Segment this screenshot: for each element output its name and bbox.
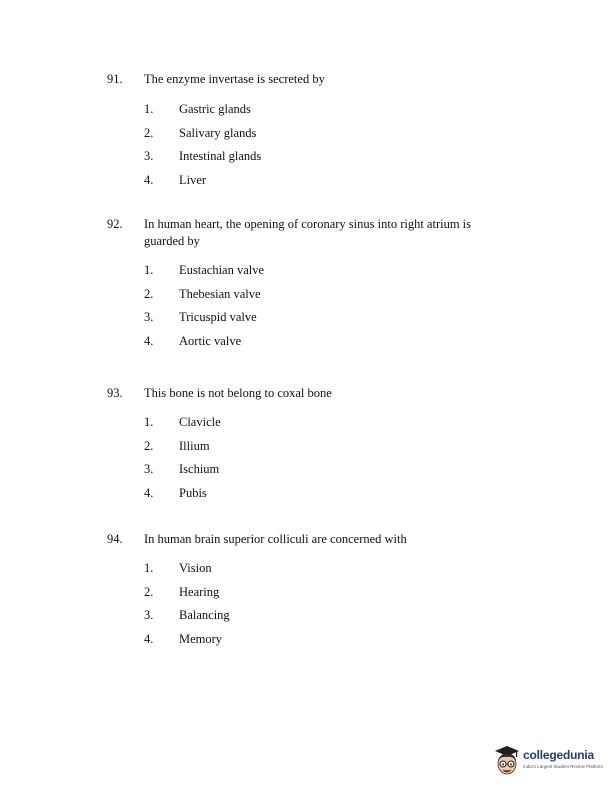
option-text: Eustachian valve <box>179 263 265 277</box>
option-item <box>107 262 507 286</box>
option-text: Tricuspid valve <box>179 310 257 324</box>
option-item <box>107 584 507 608</box>
option-text: Salivary glands <box>179 125 257 140</box>
option-item <box>107 607 507 631</box>
option-item <box>107 560 507 584</box>
option-item <box>107 286 507 310</box>
question-header <box>107 216 507 250</box>
option-number: 1. <box>144 415 154 429</box>
option-list <box>107 414 507 508</box>
collegedunia-logo[interactable] <box>493 742 608 782</box>
question-header <box>107 531 507 548</box>
logo-tagline: India's Largest Student Review Platform <box>523 764 603 769</box>
option-text: Ischium <box>179 462 220 476</box>
option-number: 3. <box>144 462 154 476</box>
option-list <box>107 101 507 195</box>
option-item <box>107 101 507 125</box>
option-text: Intestinal glands <box>179 149 262 163</box>
option-item <box>107 148 507 172</box>
option-item <box>107 438 507 462</box>
option-number: 2. <box>144 584 154 599</box>
option-number: 2. <box>144 438 154 453</box>
question-text: In human brain superior colliculi are concerned with <box>144 532 407 546</box>
option-number: 2. <box>144 125 154 140</box>
logo-name: collegedunia <box>523 748 594 762</box>
question-text: The enzyme invertase is secreted by <box>144 72 325 86</box>
option-text: Thebesian valve <box>179 286 261 301</box>
option-item <box>107 333 507 357</box>
option-text: Memory <box>179 631 223 646</box>
option-number: 4. <box>144 485 154 500</box>
option-number: 4. <box>144 172 154 187</box>
option-item <box>107 309 507 333</box>
option-text: Illium <box>179 438 210 453</box>
option-text: Balancing <box>179 608 230 622</box>
question-number: 93. <box>107 386 123 400</box>
option-number: 3. <box>144 149 154 163</box>
option-text: Hearing <box>179 584 220 599</box>
option-number: 1. <box>144 561 154 575</box>
option-item <box>107 172 507 196</box>
option-number: 4. <box>144 333 154 348</box>
question-91 <box>107 71 507 195</box>
question-number: 91. <box>107 72 123 86</box>
option-text: Gastric glands <box>179 102 251 116</box>
question-92 <box>107 216 507 356</box>
option-number: 3. <box>144 310 154 324</box>
option-number: 4. <box>144 631 154 646</box>
option-number: 3. <box>144 608 154 622</box>
option-text: Aortic valve <box>179 333 242 348</box>
option-text: Pubis <box>179 485 207 500</box>
question-text: In human heart, the opening of coronary sinus into right atrium is guarded by <box>144 217 472 248</box>
option-list <box>107 262 507 356</box>
question-number: 94. <box>107 532 123 546</box>
question-text: This bone is not belong to coxal bone <box>144 386 332 400</box>
question-number: 92. <box>107 217 123 231</box>
question-94 <box>107 531 507 654</box>
question-header <box>107 385 507 402</box>
option-list <box>107 560 507 654</box>
option-item <box>107 631 507 655</box>
option-text: Clavicle <box>179 415 221 429</box>
option-number: 1. <box>144 263 154 277</box>
option-number: 2. <box>144 286 154 301</box>
option-text: Vision <box>179 561 212 575</box>
option-item <box>107 485 507 509</box>
option-item <box>107 125 507 149</box>
option-item <box>107 461 507 485</box>
option-number: 1. <box>144 102 154 116</box>
question-93 <box>107 385 507 508</box>
option-text: Liver <box>179 172 207 187</box>
mascot-icon <box>493 744 521 780</box>
option-item <box>107 414 507 438</box>
question-header <box>107 71 507 88</box>
